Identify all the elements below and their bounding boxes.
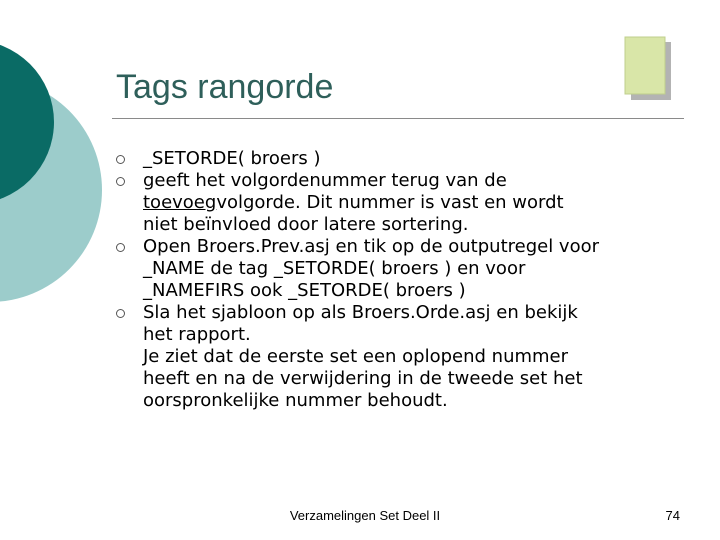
sticky-note-icon [625, 37, 671, 100]
bullet-text-line: _SETORDE( broers ) [143, 148, 321, 169]
circle-bullet-icon [116, 155, 125, 164]
bullet-text-line: het rapport. [143, 324, 251, 345]
bullet-text-line: oorspronkelijke nummer behoudt. [143, 390, 448, 411]
bullet-item [116, 148, 686, 170]
bullet-text-line: Sla het sjabloon op als Broers.Orde.asj en bekijk [143, 302, 578, 323]
underlined-word: toevoeg [143, 192, 217, 213]
bullet-text-line: _NAME de tag _SETORDE( broers ) en voor [143, 258, 526, 279]
circle-bullet-icon [116, 177, 125, 186]
footer-text: Verzamelingen Set Deel II [289, 508, 441, 523]
bullet-text-line [143, 192, 686, 214]
bullet-list [116, 148, 686, 412]
bullet-text-line: geeft het volgordenummer terug van de [143, 170, 507, 191]
circle-bullet-icon [116, 309, 125, 318]
bullet-text-segment: volgorde. Dit nummer is vast en wordt [216, 192, 564, 213]
slide-title: Tags rangorde [116, 68, 334, 106]
title-divider [112, 118, 684, 119]
bullet-text-line: Open Broers.Prev.asj en tik op de outputregel voor [143, 236, 600, 257]
circle-bullet-icon [116, 243, 125, 252]
bullet-item [116, 236, 686, 302]
bullet-text-line: niet beïnvloed door latere sortering. [143, 214, 469, 235]
bullet-item [116, 302, 686, 412]
bullet-item [116, 170, 686, 236]
bullet-text-line: _NAMEFIRS ook _SETORDE( broers ) [143, 280, 466, 301]
page-number: 74 [665, 508, 680, 523]
bullet-text-line: heeft en na de verwijdering in de tweede set het [143, 368, 583, 389]
bullet-text-line: Je ziet dat de eerste set een oplopend nummer [143, 346, 569, 367]
